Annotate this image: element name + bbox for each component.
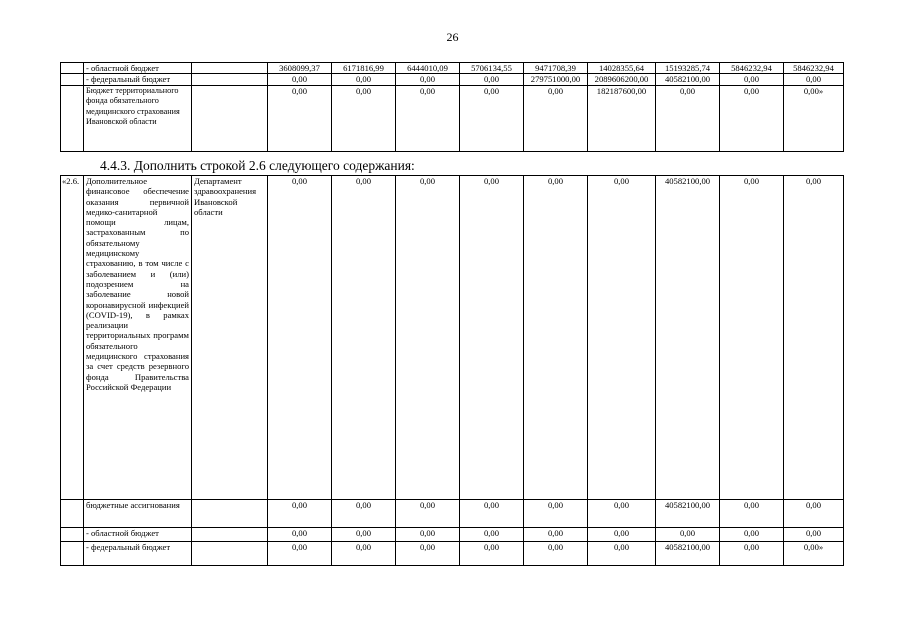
table-row: [61, 528, 844, 542]
value-cell: 0,00: [720, 500, 784, 528]
row-label: Бюджет территориального фонда обязательного медицинского страхования Ивановской области: [84, 85, 192, 151]
value-cell: 279751000,00: [524, 74, 588, 85]
value-cell: 0,00: [460, 176, 524, 500]
value-cell: 0,00: [460, 85, 524, 151]
value-cell: 0,00: [784, 176, 844, 500]
value-cell: 0,00: [268, 176, 332, 500]
index-cell: [61, 528, 84, 542]
table-bottom: [60, 175, 844, 566]
value-cell: 0,00: [460, 500, 524, 528]
value-cell: 0,00: [460, 542, 524, 566]
index-cell: [61, 85, 84, 151]
value-cell: 0,00: [268, 74, 332, 85]
row-description: Дополнительное финансовое обеспечение оказания первичной медико-санитарной помощи лицам, застрахованным по обязательному медицинскому страхованию, в том числе с заболеванием и (или) подозрением на заболевание новой коронавирусной инфекцией (COVID-19), в рамках реализации территориальных программ обязательного медицинского страхования за счет средств резервного фонда Правительства Российской Федерации: [84, 176, 192, 500]
value-cell: 0,00: [396, 528, 460, 542]
value-cell: 40582100,00: [656, 500, 720, 528]
value-cell: 6444010,09: [396, 63, 460, 74]
value-cell: 0,00»: [784, 85, 844, 151]
value-cell: 0,00: [396, 74, 460, 85]
page-number: 26: [446, 30, 459, 44]
value-cell: 2089606200,00: [588, 74, 656, 85]
value-cell: 5846232,94: [784, 63, 844, 74]
value-cell: 182187600,00: [588, 85, 656, 151]
table-row: [61, 500, 844, 528]
table-row: [61, 176, 844, 500]
value-cell: 14028355,64: [588, 63, 656, 74]
row-label: - областной бюджет: [84, 528, 192, 542]
value-cell: 0,00: [524, 542, 588, 566]
value-cell: 0,00: [784, 500, 844, 528]
table-row: [61, 63, 844, 74]
executor-cell: [192, 542, 268, 566]
value-cell: 0,00: [332, 85, 396, 151]
value-cell: 0,00: [332, 176, 396, 500]
row-executor: Департамент здравоохранения Ивановской области: [192, 176, 268, 500]
value-cell: 0,00: [396, 542, 460, 566]
value-cell: 0,00: [524, 176, 588, 500]
value-cell: 0,00: [588, 528, 656, 542]
value-cell: 40582100,00: [656, 542, 720, 566]
table-row: [61, 542, 844, 566]
value-cell: 0,00: [524, 528, 588, 542]
value-cell: 5846232,94: [720, 63, 784, 74]
value-cell: 3608099,37: [268, 63, 332, 74]
value-cell: 0,00: [720, 85, 784, 151]
value-cell: 0,00: [524, 500, 588, 528]
value-cell: 9471708,39: [524, 63, 588, 74]
index-cell: [61, 500, 84, 528]
value-cell: 0,00: [524, 85, 588, 151]
value-cell: 0,00: [460, 528, 524, 542]
executor-cell: [192, 85, 268, 151]
value-cell: 0,00: [396, 176, 460, 500]
value-cell: 0,00: [720, 542, 784, 566]
value-cell: 0,00: [656, 85, 720, 151]
table-row: [61, 74, 844, 85]
index-cell: [61, 74, 84, 85]
value-cell: 0,00: [784, 528, 844, 542]
value-cell: 40582100,00: [656, 74, 720, 85]
value-cell: 0,00: [332, 500, 396, 528]
value-cell: 5706134,55: [460, 63, 524, 74]
row-label: - федеральный бюджет: [84, 542, 192, 566]
value-cell: 0,00: [332, 528, 396, 542]
value-cell: 0,00: [720, 74, 784, 85]
value-cell: 0,00: [720, 176, 784, 500]
index-cell: [61, 63, 84, 74]
value-cell: 0,00: [396, 500, 460, 528]
value-cell: 0,00: [268, 85, 332, 151]
table-top: [60, 62, 844, 152]
value-cell: 0,00: [268, 528, 332, 542]
row-index: «2.6.: [61, 176, 84, 500]
value-cell: 15193285,74: [656, 63, 720, 74]
value-cell: 6171816,99: [332, 63, 396, 74]
executor-cell: [192, 528, 268, 542]
row-label: - федеральный бюджет: [84, 74, 192, 85]
executor-cell: [192, 500, 268, 528]
value-cell: 0,00: [268, 500, 332, 528]
table-row: [61, 85, 844, 151]
value-cell: 0,00: [720, 528, 784, 542]
row-label: бюджетные ассигнования: [84, 500, 192, 528]
section-heading: 4.4.3. Дополнить строкой 2.6 следующего содержания:: [100, 158, 415, 173]
executor-cell: [192, 74, 268, 85]
value-cell: 0,00: [784, 74, 844, 85]
value-cell: 0,00: [588, 542, 656, 566]
value-cell: 0,00: [588, 176, 656, 500]
executor-cell: [192, 63, 268, 74]
value-cell: 0,00: [332, 542, 396, 566]
value-cell: 0,00: [332, 74, 396, 85]
row-label: - областной бюджет: [84, 63, 192, 74]
value-cell: 0,00»: [784, 542, 844, 566]
value-cell: 0,00: [460, 74, 524, 85]
index-cell: [61, 542, 84, 566]
value-cell: 0,00: [268, 542, 332, 566]
value-cell: 40582100,00: [656, 176, 720, 500]
value-cell: 0,00: [588, 500, 656, 528]
value-cell: 0,00: [656, 528, 720, 542]
value-cell: 0,00: [396, 85, 460, 151]
